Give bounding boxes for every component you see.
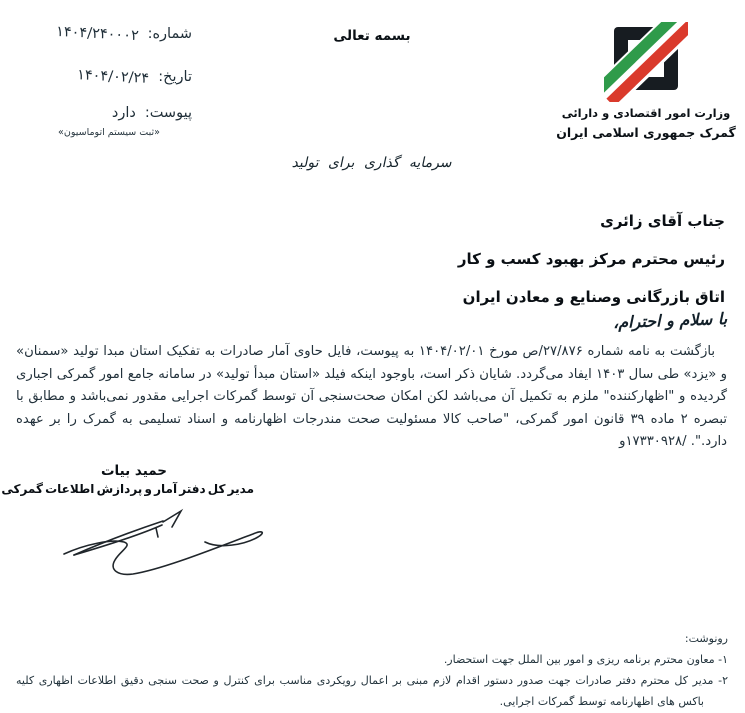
copies-footer <box>16 628 728 712</box>
ministry-name: وزارت امور اقتصادی و دارائی <box>561 106 731 120</box>
besmellah-heading: بسمه تعالی <box>333 28 411 44</box>
letterhead-logo-block <box>551 22 741 140</box>
handwritten-signature-icon <box>58 497 272 587</box>
letter-number-value: ۱۴۰۴/۲۴۰۰۰۲ <box>55 23 139 45</box>
signatory-name: حمید بیات <box>100 463 167 479</box>
letter-body: بازگشت به نامه شماره ۲۷/۸۷۶/ص مورخ ۱۴۰۴/۰۲/۰۱ به پیوست، فایل حاوی آمار صادرات به تفکیک استان مبدا تولید «سمنان» و «یزد» طی سال ۱۴۰۳ ایفاد می‌گردد. شایان ذکر است، باوجود اینکه فیلد «استان مبدأ تولید» در سامانه جامع امور گمرکی اجباری گردیده و "اظهارکننده" ملزم به تکمیل آن می‌باشد لکن امکان صحت‌سنجی آن توسط گمرکات اجرایی مقدور نمی‌باشد و مطابق با تبصره ۲ ماده ۳۹ قانون امور گمرکی، "صاحب کالا مسئولیت صحت مندرجات اظهارنامه و اسناد تسلیمی به گمرک را بر عهده دارد.". /۱۷۳۳۰۹۲۸و <box>16 344 727 449</box>
iran-customs-logo-icon <box>604 22 688 102</box>
automation-registration-note: «ثبت سیستم اتوماسیون» <box>58 127 160 138</box>
recipient-block <box>458 202 725 316</box>
recipient-name: جناب آقای زائری <box>600 212 725 230</box>
organization-name: گمرک جمهوری اسلامی ایران <box>556 125 736 140</box>
copies-label: رونوشت: <box>684 632 728 645</box>
recipient-title: رئیس محترم مرکز بهبود کسب و کار <box>457 250 725 268</box>
letter-attachment-row <box>12 105 192 121</box>
letter-meta-block <box>12 23 192 138</box>
copy-item-1: ۱- معاون محترم برنامه ریزی و امور بین الملل جهت استحضار. <box>443 653 728 666</box>
signatory-title: مدیر کل دفتر آمار و پردازش اطلاعات گمرکی <box>1 482 254 496</box>
letter-attachment-value: دارد <box>111 105 136 121</box>
copy-item-2: ۲- مدیر کل محترم دفتر صادرات جهت صدور دستور اقدام لازم مبنی بر اعمال رویکردی مناسب برای کنترل و صحت سنجی دقیق اطلاعات اظهاری کلیه باکس های اظهارنامه توسط گمرکات اجرایی. <box>16 674 728 708</box>
year-slogan: سرمایه گذاری برای تولید <box>290 155 455 171</box>
letter-number-label: شماره: <box>147 26 192 42</box>
letter-date-value: ۱۴۰۴/۰۲/۲۴ <box>76 67 150 87</box>
letter-number-row <box>12 23 192 45</box>
letter-date-label: تاریخ: <box>158 69 192 85</box>
handwritten-salutation: با سلام و احترام، <box>612 309 728 332</box>
recipient-organization: اتاق بازرگانی وصنایع و معادن ایران <box>462 288 725 306</box>
signatory-block <box>1 463 254 496</box>
letter-date-row <box>12 69 192 85</box>
letter-attachment-label: پیوست: <box>144 105 192 121</box>
